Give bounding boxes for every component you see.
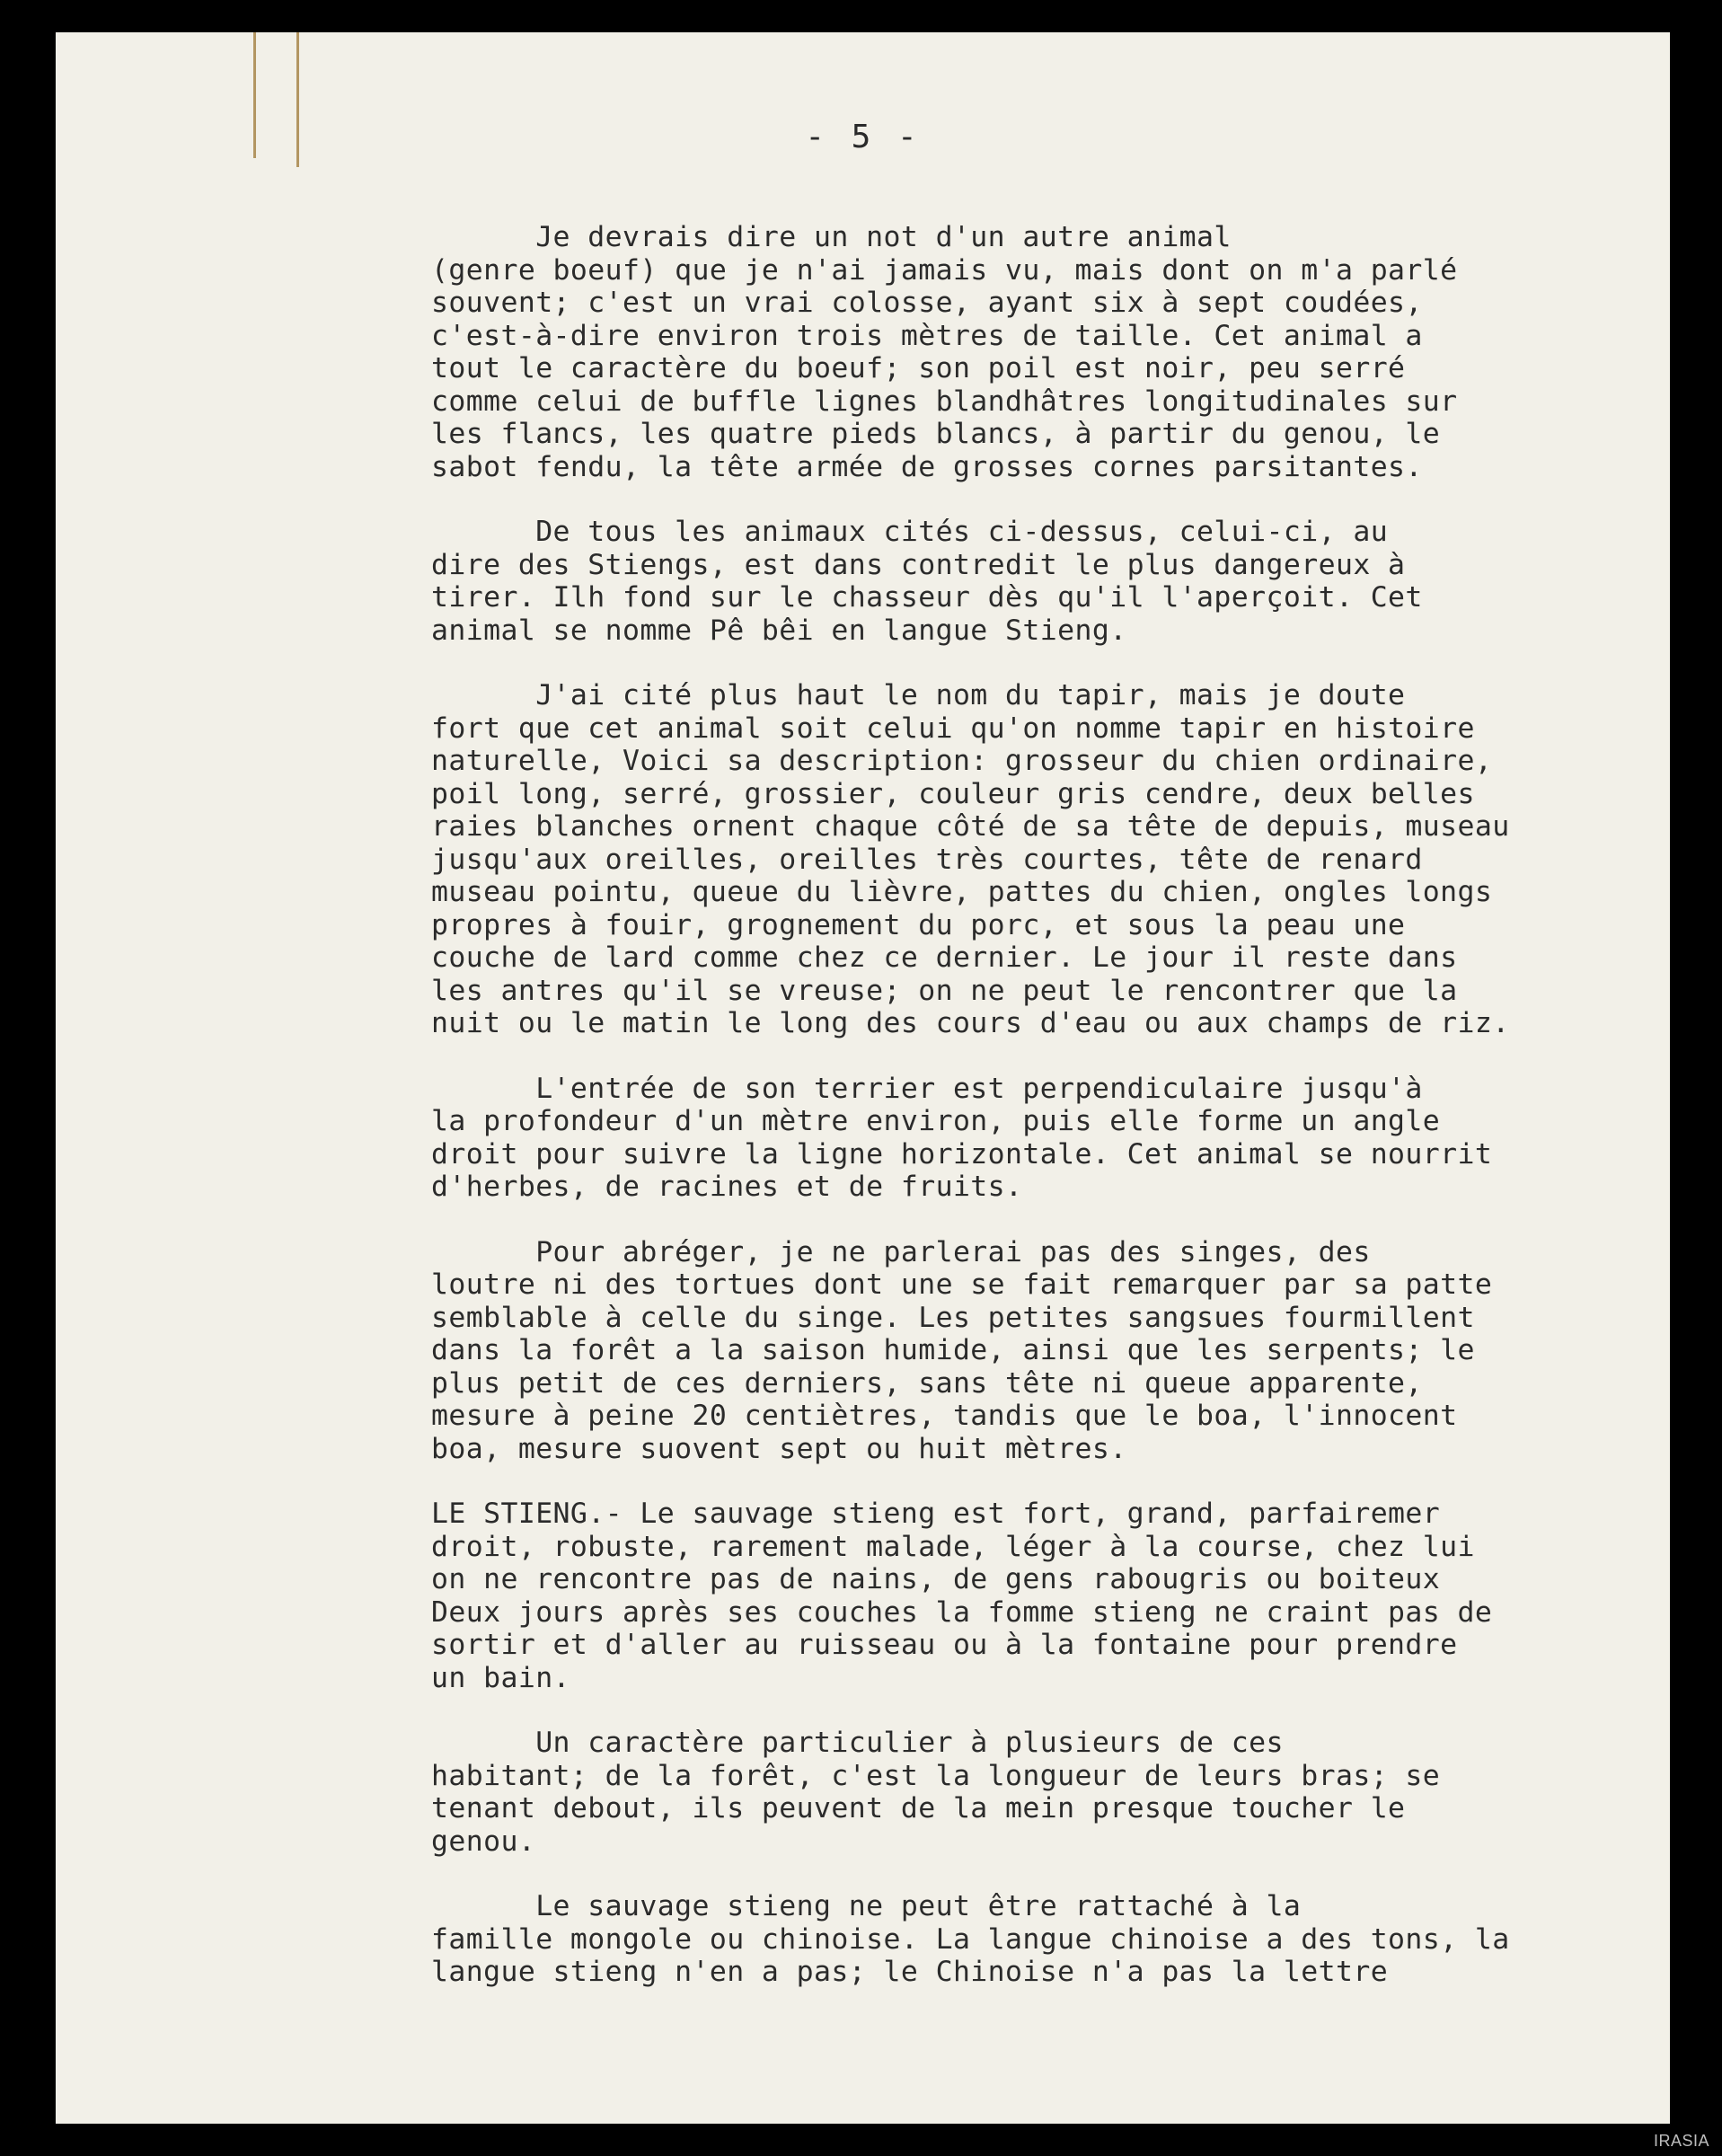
text-line: les antres qu'il se vreuse; on ne peut le rencontrer que la [431,974,1458,1007]
text-line: d'herbes, de racines et de fruits. [431,1171,1023,1203]
text-line: boa, mesure suovent sept ou huit mètres. [431,1432,1127,1465]
text-line: naturelle, Voici sa description: grosseur du chien ordinaire, [431,745,1493,777]
paragraph [431,516,1670,647]
text-line: De tous les animaux cités ci-dessus, celui-ci, au [431,516,1389,548]
paragraph [431,1236,1670,1466]
text-line: on ne rencontre pas de nains, de gens rabougris ou boiteux [431,1563,1441,1595]
text-line: raies blanches ornent chaque côté de sa tête de depuis, museau [431,810,1510,843]
text-line: museau pointu, queue du lièvre, pattes du chien, ongles longs [431,876,1493,908]
text-line: tout le caractère du boeuf; son poil est noir, peu serré [431,352,1406,384]
watermark: IRASIA [1653,2132,1709,2150]
paragraph [431,1073,1670,1204]
text-line: Le sauvage stieng ne peut être rattaché à la [431,1890,1302,1922]
text-line: mesure à peine 20 centiètres, tandis que le boa, l'innocent [431,1400,1458,1432]
text-line: nuit ou le matin le long des cours d'eau ou aux champs de riz. [431,1007,1510,1039]
paragraph [431,679,1670,1040]
text-line: tenant debout, ils peuvent de la mein presque toucher le [431,1792,1406,1825]
text-line: Un caractère particulier à plusieurs de ces [431,1727,1284,1759]
text-line: droit pour suivre la ligne horizontale. Cet animal se nourrit [431,1137,1493,1171]
text-line: (genre boeuf) que je n'ai jamais vu, mais dont on m'a parlé [431,253,1458,287]
text-line: famille mongole ou chinoise. La langue chinoise a des tons, la [431,1922,1510,1956]
paragraph [431,1727,1670,1858]
text-line: souvent; c'est un vrai colosse, ayant six à sept coudées, [431,287,1423,319]
text-line: dire des Stiengs, est dans contredit le plus dangereux à [431,548,1406,581]
text-line: plus petit de ces derniers, sans tête ni queue apparente, [431,1366,1423,1400]
text-line: L'entrée de son terrier est perpendiculaire jusqu'à [431,1072,1423,1105]
document-page [56,32,1670,2124]
text-line: couche de lard comme chez ce dernier. Le jour il reste dans [431,941,1458,974]
text-line: langue stieng n'en a pas; le Chinoise n'a pas la lettre [431,1956,1389,1988]
text-line: tirer. Ilh fond sur le chasseur dès qu'il l'aperçoit. Cet [431,581,1423,614]
text-line: la profondeur d'un mètre environ, puis elle forme un angle [431,1105,1441,1137]
text-line: droit, robuste, rarement malade, léger à la course, chez lui [431,1530,1475,1563]
text-line: sortir et d'aller au ruisseau ou à la fontaine pour prendre [431,1629,1458,1661]
text-line: Je devrais dire un not d'un autre animal [431,221,1232,253]
text-line: comme celui de buffle lignes blandhâtres longitudinales sur [431,384,1458,418]
text-line: c'est-à-dire environ trois mètres de taille. Cet animal a [431,319,1423,352]
text-line: habitant; de la forêt, c'est la longueur de leurs bras; se [431,1759,1441,1792]
paragraph [431,1890,1670,1989]
text-line: animal se nomme Pê bêi en langue Stieng. [431,614,1127,647]
text-line: loutre ni des tortues dont une se fait remarquer par sa patte [431,1268,1493,1301]
text-line: semblable à celle du singe. Les petites sangsues fourmillent [431,1301,1475,1334]
text-line: Deux jours après ses couches la fomme stieng ne craint pas de [431,1595,1493,1629]
text-line: LE STIENG.- Le sauvage stieng est fort, grand, parfairemer [431,1498,1441,1530]
text-line: fort que cet animal soit celui qu'on nomme tapir en histoire [431,711,1475,745]
paragraph [431,221,1670,483]
text-line: Pour abréger, je ne parlerai pas des singes, des [431,1235,1371,1268]
text-line: jusqu'aux oreilles, oreilles très courtes, tête de renard [431,843,1423,876]
text-line: les flancs, les quatre pieds blancs, à partir du genou, le [431,418,1441,450]
text-line: poil long, serré, grossier, couleur gris cendre, deux belles [431,777,1475,810]
document-body [431,221,1670,2021]
page-number: - 5 - [805,119,921,155]
text-line: genou. [431,1825,536,1858]
text-line: J'ai cité plus haut le nom du tapir, mais je doute [431,679,1406,711]
text-line: un bain. [431,1661,570,1694]
text-line: propres à fouir, grognement du porc, et sous la peau une [431,908,1406,941]
text-line: sabot fendu, la tête armée de grosses cornes parsitantes. [431,450,1423,483]
text-line: dans la forêt a la saison humide, ainsi que les serpents; le [431,1334,1475,1366]
paragraph [431,1498,1670,1694]
